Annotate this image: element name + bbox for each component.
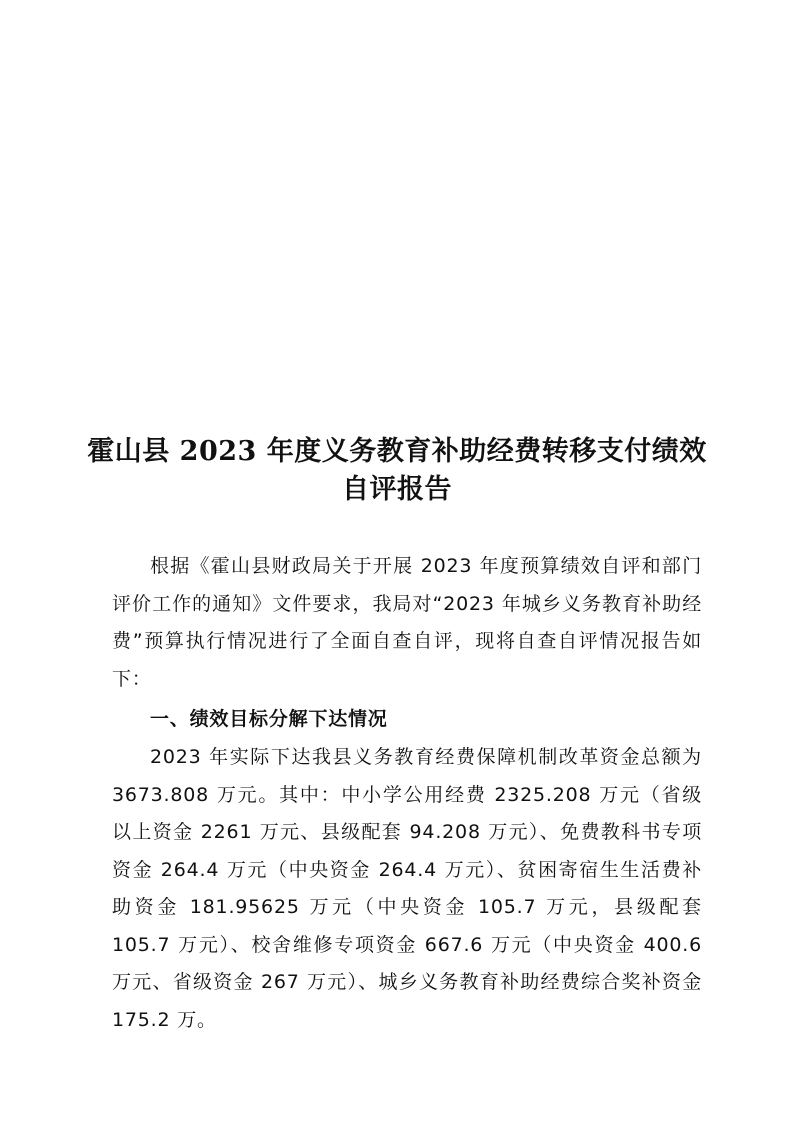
detail-paragraph: 2023 年实际下达我县义务教育经费保障机制改革资金总额为 3673.808 万元。其中：中小学公用经费 2325.208 万元（省级以上资金 2261 万元、县级配套 94.208 万元）、免费教科书专项资金 264.4 万元（中央资金 264.4 万元）、贫困寄宿生生活费补助资金 181.95625 万元（中央资金 105.7 万元，县级配套 105.7 万元）、校舍维修专项资金 667.6 万元（中央资金 400.6 万元、省级资金 267 万元）、城乡义务教育补助经费综合奖补资金 175.2 万。: [112, 746, 702, 1031]
title-line-1: 霍山县 2023 年度义务教育补助经费转移支付绩效: [87, 436, 707, 467]
intro-paragraph: 根据《霍山县财政局关于开展 2023 年度预算绩效自评和部门评价工作的通知》文件要求，我局对“2023 年城乡义务教育补助经费”预算执行情况进行了全面自查自评，现将自查自评情况报告如下：: [112, 555, 702, 690]
title-line-2: 自评报告: [342, 474, 452, 505]
document-title: [80, 433, 714, 509]
section-heading: 一、绩效目标分解下达情况: [150, 708, 388, 730]
